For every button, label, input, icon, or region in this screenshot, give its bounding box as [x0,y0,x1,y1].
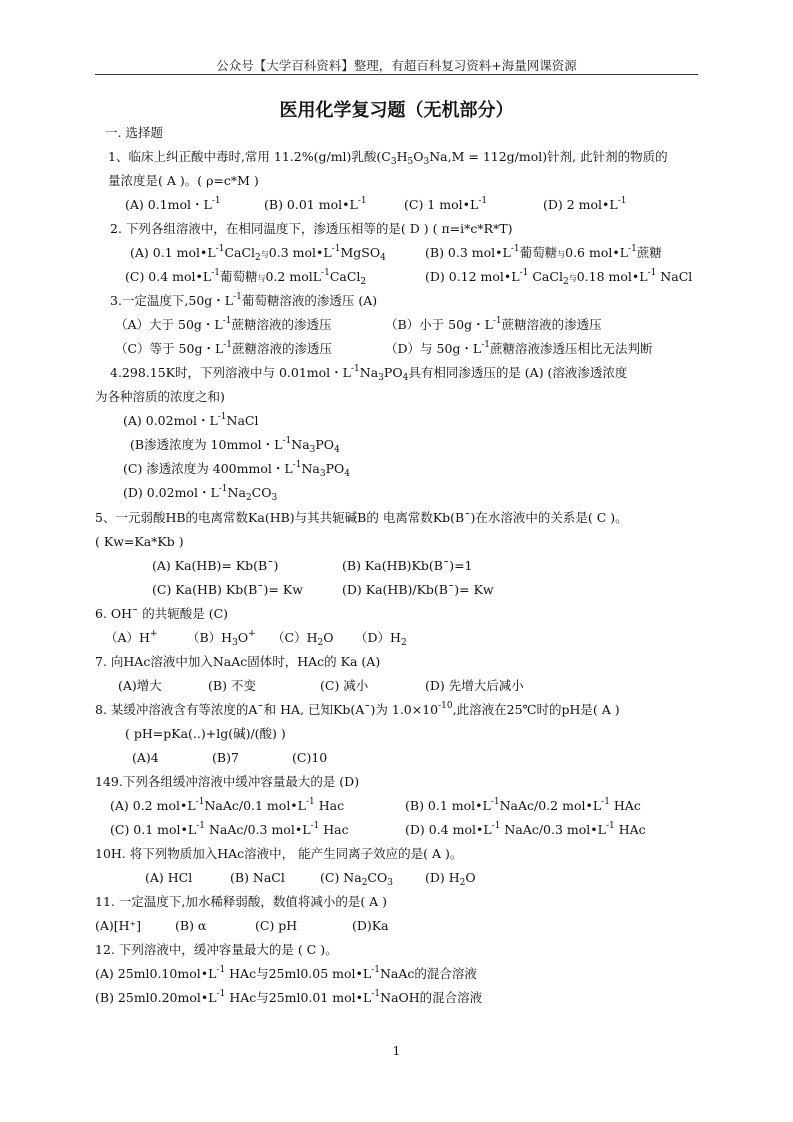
question-7-option-a: (A)增大 [118,678,162,693]
question-5-option-b: (B) Ka(HB)Kb(B¯)=1 [342,558,473,573]
question-2-option-a: (A) 0.1 $mol•L^{-1}CaCl_2$与0.3 $mol•L^{-1}MgSO_4$ [130,244,386,263]
question-8-option-a: (A)4 [132,750,159,765]
question-11-option-d: (D)Ka [352,918,389,933]
question-4-stem: 4.298.15K时，下列溶液中与 0.01mol・$L^{-1}Na_3PO_4$具有相同渗透压的是 (A) (溶液渗透浓度 [110,364,628,383]
question-12-option-a: (A) $25ml0.10mol•L^{-1}$ HAc与25ml0.05 $mol•L^{-1}NaAc$的混合溶液 [95,965,477,981]
question-11-stem: 11. 一定温度下,加水稀释弱酸，数值将减小的是( A ) [95,894,388,909]
question-8-option-c: (C)10 [292,750,328,765]
question-4-stem-cont: 为各种溶质的浓度之和) [95,389,225,404]
header-rule [95,74,698,75]
question-9-stem: 149.下列各组缓冲溶液中缓冲容量最大的是 (D) [95,774,360,789]
question-2-stem: 2. 下列各组溶液中，在相同温度下，渗透压相等的是( D ) ( π=i*c*R*T) [110,221,513,236]
question-5-stem: 5、一元弱酸HB的电离常数Ka(HB)与其共轭碱B的 电离常数Kb(B¯)在水溶液中的关系是( C )。 [95,510,628,525]
question-10-stem: 10H. 将下列物质加入HAc溶液中， 能产生同离子效应的是( A )。 [95,846,463,861]
question-9-option-a: (A) 0.2 $mol•L^{-1}NaAc/0.1$ $mol•L^{-1}$ Hac [110,797,345,813]
question-5-option-c: (C) Ka(HB) Kb(B¯)= Kw [152,582,303,597]
question-5-option-d: (D) Ka(HB)/Kb(B¯)= Kw [342,582,494,597]
question-11-option-b: (B) α [175,918,207,933]
question-8-hint: ( pH=pKa(..)+lg(碱)/(酸) ) [125,726,286,741]
question-8-stem: 8. 某缓冲溶液含有等浓度的A¯和 HA, 已知Kb(A¯)为 $1.0\times 10^{-10}$,此溶液在25℃时的pH是( A ) [95,701,620,717]
question-5-option-a: (A) Ka(HB)= Kb(B¯) [152,558,279,573]
question-4-option-d: (D) 0.02mol・$L^{-1}Na_2CO_3$ [123,484,278,503]
question-5-hint: ( Kw=Ka*Kb ) [95,534,184,549]
page-number: 1 [392,1044,401,1058]
question-3-stem: 3.一定温度下,50g・$L^{-1}$葡萄糖溶液的渗透压 (A) [110,292,378,308]
question-6-stem: 6. OH¯ 的共轭酸是 (C) [95,606,229,621]
question-1-option-d: (D) 2 $mol•L^{-1}$ [543,196,627,212]
question-2-option-b: (B) 0.3 $mol•L^{-1}$葡萄糖与0.6 $mol•L^{-1}$蔗糖 [425,244,662,260]
question-1-stem-cont: 量浓度是( A )。( ρ=c*M ) [108,173,259,188]
question-4-option-b: (B渗透浓度为 10mmol・$L^{-1}Na_3PO_4$ [130,436,340,455]
question-12-option-b: (B) $25ml0.20mol•L^{-1}$ HAc与25ml0.01 $mol•L^{-1}NaOH$的混合溶液 [95,989,483,1005]
page-header: 公众号【大学百科资料】整理，有超百科复习资料+海量网课资源 [216,58,577,73]
question-9-option-d: (D) 0.4 $mol•L^{-1}$ NaAc/0.3 $mol•L^{-1}$ HAc [405,821,646,837]
question-7-stem: 7. 向HAc溶液中加入NaAc固体时，HAc的 Ka (A) [95,654,381,669]
question-7-option-d: (D) 先增大后减小 [425,678,524,693]
question-8-option-b: (B)7 [212,750,239,765]
question-10-option-d: (D) $H_2O$ [425,870,476,888]
section-heading: 一. 选择题 [105,125,163,140]
question-10-option-b: (B) NaCl [230,870,285,885]
question-3-option-b: （B）小于 50g・$L^{-1}$蔗糖溶液的渗透压 [385,316,602,332]
question-3-option-a: （A）大于 50g・$L^{-1}$蔗糖溶液的渗透压 [115,316,332,332]
question-1-option-b: (B) 0.01 $mol•L^{-1}$ [264,196,367,212]
question-9-option-c: (C) 0.1 $mol•L^{-1}$ NaAc/0.3 $mol•L^{-1}$ Hac [110,821,349,837]
question-1-stem: 1、临床上纠正酸中毒时,常用 11.2%(g/ml)乳酸$(C_3H_5O_3Na,M = 112g/mol)$针剂, 此针剂的物质的 [108,149,668,167]
question-11-option-c: (C) pH [255,918,298,933]
question-2-option-c: (C) 0.4 $mol•L^{-1}$葡萄糖与0.2 molL$^{-1}$CaCl$_2$ [125,268,367,287]
question-1-option-c: (C) 1 $mol•L^{-1}$ [404,196,488,212]
question-4-option-c: (C) 渗透浓度为 400mmol・$L^{-1}Na_3PO_4$ [123,460,350,479]
question-10-option-a: (A) HCl [145,870,193,885]
question-3-option-c: （C）等于 50g・$L^{-1}$蔗糖溶液的渗透压 [115,340,333,356]
question-10-option-c: (C) $Na_2CO_3$ [320,870,393,888]
question-6-option-c: $(C)H_2O$ [272,630,334,648]
question-6-option-b: $(B)H_3O^+$ [187,629,256,648]
question-12-stem: 12. 下列溶液中，缓冲容量最大的是 ( C )。 [95,942,338,957]
question-1-option-a: (A) 0.1mol・$L^{-1}$ [125,196,221,212]
question-7-option-c: (C) 减小 [320,678,369,693]
question-3-option-d: （D）与 50g・$L^{-1}$蔗糖溶液渗透压相比无法判断 [385,340,653,356]
question-9-option-b: (B) 0.1 $mol•L^{-1}NaAc/0.2$ $mol•L^{-1}$ HAc [405,797,641,813]
question-7-option-b: (B) 不变 [208,678,256,693]
question-4-option-a: (A) 0.02mol・$L^{-1}NaCl$ [123,412,259,428]
question-6-option-d: $(D)H_2$ [355,630,407,648]
question-2-option-d: (D) 0.12 $mol•L^{-1}$ CaCl$_2$与0.18 $mol•L^{-1}$ NaCl [425,268,693,287]
question-11-option-a: (A)[H⁺] [95,918,142,933]
document-title: 医用化学复习题（无机部分） [279,100,514,121]
question-6-option-a: （A）H+ [105,629,158,645]
